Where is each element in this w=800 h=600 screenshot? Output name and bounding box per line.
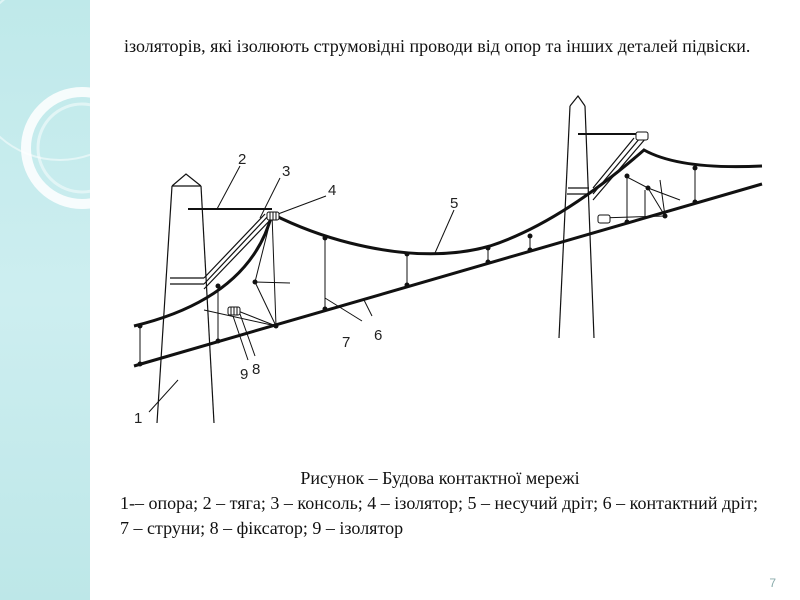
insulator-9	[228, 307, 240, 315]
label-7: 7	[342, 334, 351, 351]
intro-paragraph: ізоляторів, які ізолюють струмовідні проводи від опор та інших деталей підвіски.	[124, 36, 751, 56]
figure-caption	[120, 466, 760, 541]
ring-decoration	[0, 0, 90, 600]
catenary-diagram	[100, 88, 790, 438]
caption-title: Рисунок – Будова контактної мережі	[300, 468, 580, 488]
caption-legend: 1-– опора; 2 – тяга; 3 – консоль; 4 – ізолятор; 5 – несучий дріт; 6 – контактний дріт; 7 – струни; 8 – фіксатор; 9 – ізолятор	[120, 493, 758, 538]
insulator-right	[598, 132, 648, 223]
label-4: 4	[328, 182, 337, 199]
page-number: 7	[769, 576, 776, 590]
messenger-wire-5	[134, 150, 762, 326]
label-6: 6	[374, 327, 383, 344]
label-9: 9	[240, 366, 249, 383]
leader-lines	[149, 166, 454, 412]
right-pole	[559, 96, 594, 338]
label-3: 3	[282, 163, 291, 180]
decorative-side-band	[0, 0, 90, 600]
label-5: 5	[450, 195, 459, 212]
console-3	[204, 214, 276, 289]
insulator-4	[267, 212, 279, 220]
label-1: 1	[134, 410, 143, 427]
label-2: 2	[238, 151, 247, 168]
label-8: 8	[252, 361, 261, 378]
contact-wire-6	[134, 184, 762, 366]
